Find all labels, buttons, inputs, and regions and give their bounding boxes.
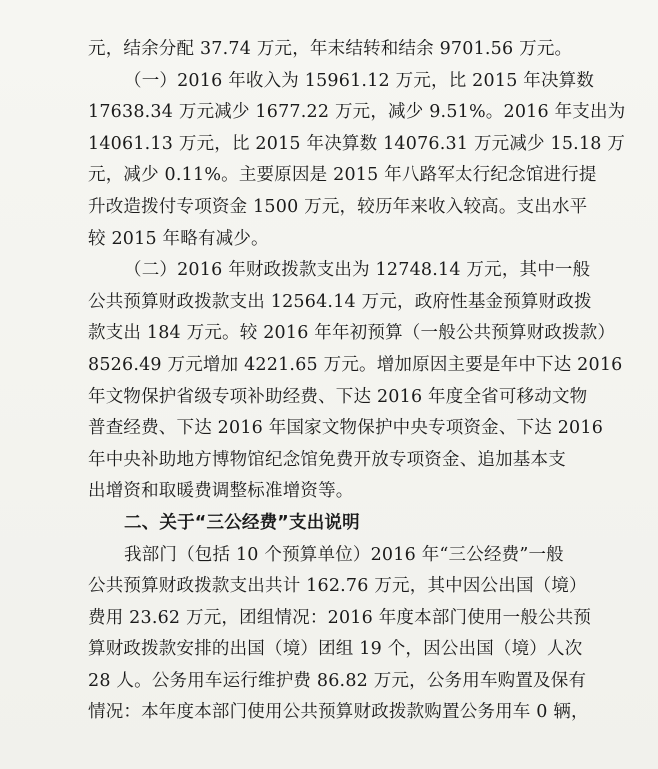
text-line: 升改造拨付专项资金 1500 万元，较历年来收入较高。支出水平 — [88, 196, 588, 217]
text-line: 较 2015 年略有减少。 — [88, 228, 269, 249]
text-line: （一）2016 年收入为 15961.12 万元，比 2015 年决算数 — [124, 70, 595, 91]
text-line: 17638.34 万元减少 1677.22 万元，减少 9.51%。2016 年支出为 — [88, 102, 626, 123]
text-line: 算财政拨款安排的出国（境）团组 19 个，因公出国（境）人次 — [88, 639, 583, 660]
text-line: 年文物保护省级专项补助经费、下达 2016 年度全省可移动文物 — [88, 386, 588, 407]
text-line: 年中央补助地方博物馆纪念馆免费开放专项资金、追加基本支 — [88, 449, 566, 470]
text-line: 元，减少 0.11%。主要原因是 2015 年八路军太行纪念馆进行提 — [88, 165, 597, 186]
text-line: 元，结余分配 37.74 万元，年末结转和结余 9701.56 万元。 — [88, 39, 573, 59]
text-line: 28 人。公务用车运行维护费 86.82 万元，公务用车购置及保有 — [88, 670, 587, 691]
text-line: 我部门（包括 10 个预算单位）2016 年“三公经费”一般 — [124, 544, 564, 565]
text-line: 费用 23.62 万元，团组情况：2016 年度本部门使用一般公共预 — [88, 607, 592, 628]
text-line: 普查经费、下达 2016 年国家文物保护中央专项资金、下达 2016 — [88, 418, 604, 439]
text-line: 14061.13 万元，比 2015 年决算数 14076.31 万元减少 15.18 万 — [88, 133, 626, 154]
text-line: 出增资和取暖费调整标准增资等。 — [88, 481, 354, 502]
text-line: 情况：本年度本部门使用公共预算财政拨款购置公务用车 0 辆， — [88, 702, 589, 723]
text-line: 公共预算财政拨款支出 12564.14 万元，政府性基金预算财政拨 — [88, 291, 592, 312]
section-heading: 二、关于“三公经费”支出说明 — [124, 512, 360, 533]
text-line: 款支出 184 万元。较 2016 年年初预算（一般公共预算财政拨款） — [88, 323, 616, 344]
text-line: 8526.49 万元增加 4221.65 万元。增加原因主要是年中下达 2016 — [88, 354, 623, 375]
text-line: （二）2016 年财政拨款支出为 12748.14 万元，其中一般 — [124, 260, 591, 281]
text-line: 公共预算财政拨款支出共计 162.76 万元，其中因公出国（境） — [88, 576, 587, 597]
